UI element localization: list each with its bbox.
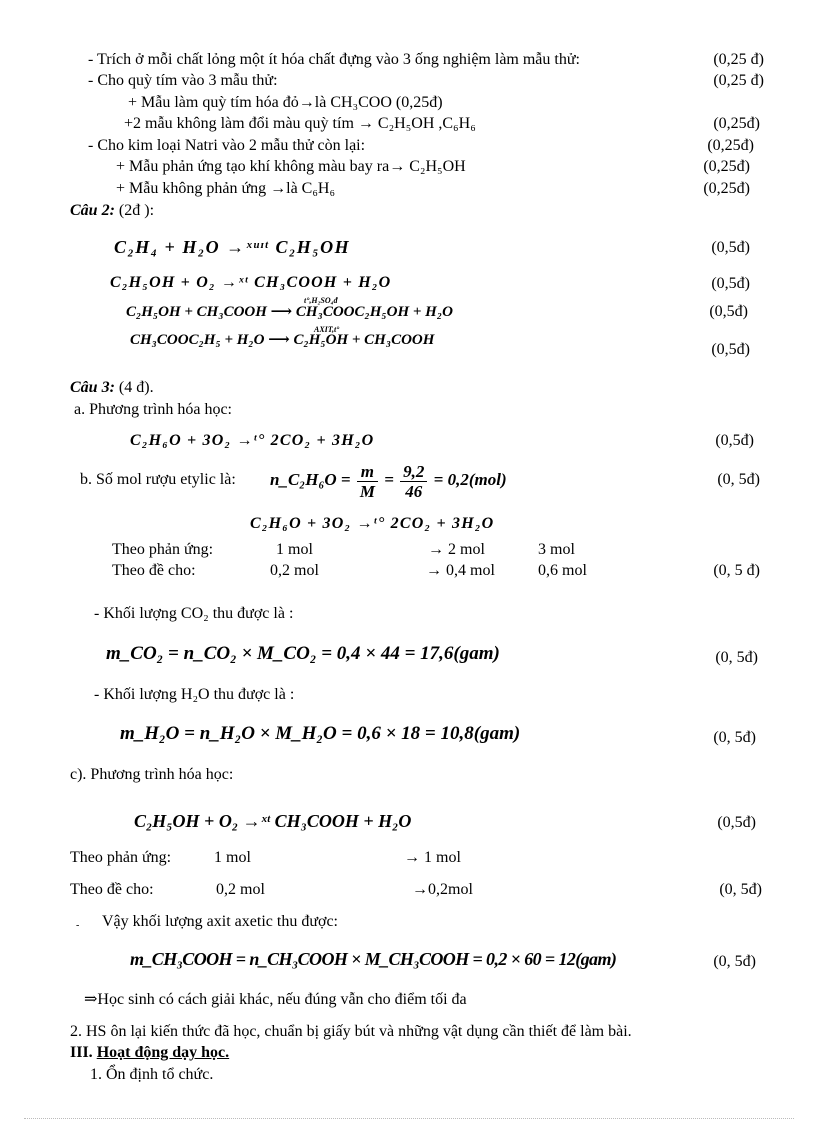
text-line: 1. Ổn định tổ chức. [90, 1066, 214, 1083]
fraction [400, 462, 427, 501]
equation: C₂H₅OH + O₂ →ˣᵗ CH₃COOH + H₂O [110, 274, 392, 291]
score-label: (0, 5đ) [717, 471, 760, 488]
mole-value: 0,6 mol [538, 562, 587, 579]
equals-sign: = [384, 470, 394, 489]
score-label: (0,5đ) [711, 341, 750, 358]
equation: m_CH₃COOH = n_CH₃COOH × M_CH₃COOH = 0,2 × 60 = 12(gam) [130, 949, 617, 969]
text-line: - Cho quỳ tím vào 3 mẫu thử: [88, 72, 278, 89]
score-label: (0,5đ) [711, 239, 750, 256]
calc-rhs: = 0,2(mol) [433, 470, 507, 489]
text-line: Theo phản ứng: [70, 849, 172, 866]
score-label: (0,25đ) [703, 158, 750, 175]
question-label: Câu 2: [70, 202, 115, 219]
bullet-mark: - [76, 920, 80, 931]
question-points: (4 đ). [114, 379, 154, 396]
score-label: (0,5đ) [711, 275, 750, 292]
equation: m_CO₂ = n_CO₂ × M_CO₂ = 0,4 × 44 = 17,6(gam) [106, 643, 500, 664]
mole-value: → 2 mol [428, 541, 485, 558]
text-line: - Khối lượng H₂O thu được là : [94, 686, 295, 703]
section-number: III. [70, 1044, 97, 1061]
mole-calculation [270, 455, 507, 505]
equation: CH₃COOC₂H₅ + H₂O ⟶ C₂H₅OH + CH₃COOH [130, 332, 435, 348]
mole-value: → 0,4 mol [426, 562, 495, 579]
text-line: +2 mẫu không làm đổi màu quỳ tím → C₂H₅OH ,C₆H₆ [124, 115, 476, 132]
denominator: M [359, 481, 375, 501]
section-title: Hoạt động dạy học. [96, 1044, 230, 1061]
score-label: (0, 5 đ) [713, 562, 760, 579]
score-label: (0, 5đ) [719, 881, 762, 898]
section-title: c). Phương trình hóa học: [70, 766, 234, 783]
score-label: (0,25 đ) [713, 51, 764, 68]
text-line: - Cho kim loại Natri vào 2 mẫu thử còn lại: [88, 137, 366, 154]
mole-value: 1 mol [276, 541, 313, 558]
score-label: (0,25đ) [707, 137, 754, 154]
question-heading [70, 378, 154, 398]
section-title: a. Phương trình hóa học: [74, 401, 232, 418]
score-label: (0, 5đ) [713, 953, 756, 970]
score-label: (0,5đ) [715, 432, 754, 449]
text-line: Vậy khối lượng axit axetic thu được: [102, 913, 338, 930]
text-line: Theo đề cho: [112, 562, 196, 579]
mole-value: 0,2 mol [216, 881, 265, 898]
text-line: + Mẫu không phản ứng →là C₆H₆ [116, 180, 336, 197]
denominator: 46 [405, 481, 423, 501]
numerator: m [357, 462, 378, 482]
mole-value: 1 mol [214, 849, 251, 866]
score-label: (0,25đ) [713, 115, 760, 132]
question-label: Câu 3: [70, 379, 115, 396]
mole-value: 0,2 mol [270, 562, 319, 579]
mole-value: →0,2mol [412, 881, 473, 898]
equation: C₂H₄ + H₂O →ˣᵘᶦᵗ C₂H₅OH [114, 237, 351, 257]
equation: C₂H₅OH + O₂ →ˣᵗ CH₃COOH + H₂O [134, 811, 412, 831]
score-label: (0, 5đ) [715, 649, 758, 666]
text-line: Theo đề cho: [70, 881, 154, 898]
question-points: (2đ ): [114, 202, 155, 219]
text-line: 2. HS ôn lại kiến thức đã học, chuẩn bị giấy bút và những vật dụng cần thiết để làm bài. [70, 1023, 632, 1040]
equation: m_H₂O = n_H₂O × M_H₂O = 0,6 × 18 = 10,8(gam) [120, 723, 521, 744]
calc-lhs: n_C₂H₆O = [270, 470, 351, 489]
reaction-condition: AXIT,t° [314, 325, 340, 334]
score-label: (0,5đ) [709, 303, 748, 320]
text-line: + Mẫu làm quỳ tím hóa đỏ→là CH₃COO (0,25đ) [128, 94, 443, 111]
mole-value: → 1 mol [404, 849, 461, 866]
text-line: + Mẫu phản ứng tạo khí không màu bay ra→ C₂H₅OH [116, 158, 466, 175]
note-line: ⇒Học sinh có cách giải khác, nếu đúng vẫn cho điểm tối đa [84, 991, 467, 1008]
mole-value: 3 mol [538, 541, 575, 558]
question-heading [70, 201, 154, 221]
score-label: (0, 5đ) [713, 729, 756, 746]
numerator: 9,2 [400, 462, 427, 482]
score-label: (0,25 đ) [713, 72, 764, 89]
equation: C₂H₆O + 3O₂ →ᵗ° 2CO₂ + 3H₂O [130, 432, 375, 449]
page-footer-divider [24, 1118, 794, 1119]
text-line: b. Số mol rượu etylic là: [80, 471, 236, 488]
text-line: - Khối lượng CO₂ thu được là : [94, 605, 294, 622]
equation: C₂H₆O + 3O₂ →ᵗ° 2CO₂ + 3H₂O [250, 515, 495, 532]
score-label: (0,5đ) [717, 814, 756, 831]
text-line: Theo phản ứng: [112, 541, 214, 558]
equation: C₂H₅OH + CH₃COOH ⟶ CH₃COOC₂H₅OH + H₂O [126, 304, 453, 320]
reaction-condition: t°,H₂SO₄đ [304, 296, 338, 305]
score-label: (0,25đ) [703, 180, 750, 197]
section-heading [70, 1043, 229, 1063]
text-line: - Trích ở mỗi chất lỏng một ít hóa chất đựng vào 3 ống nghiệm làm mẫu thử: [88, 51, 580, 68]
fraction [357, 462, 378, 501]
